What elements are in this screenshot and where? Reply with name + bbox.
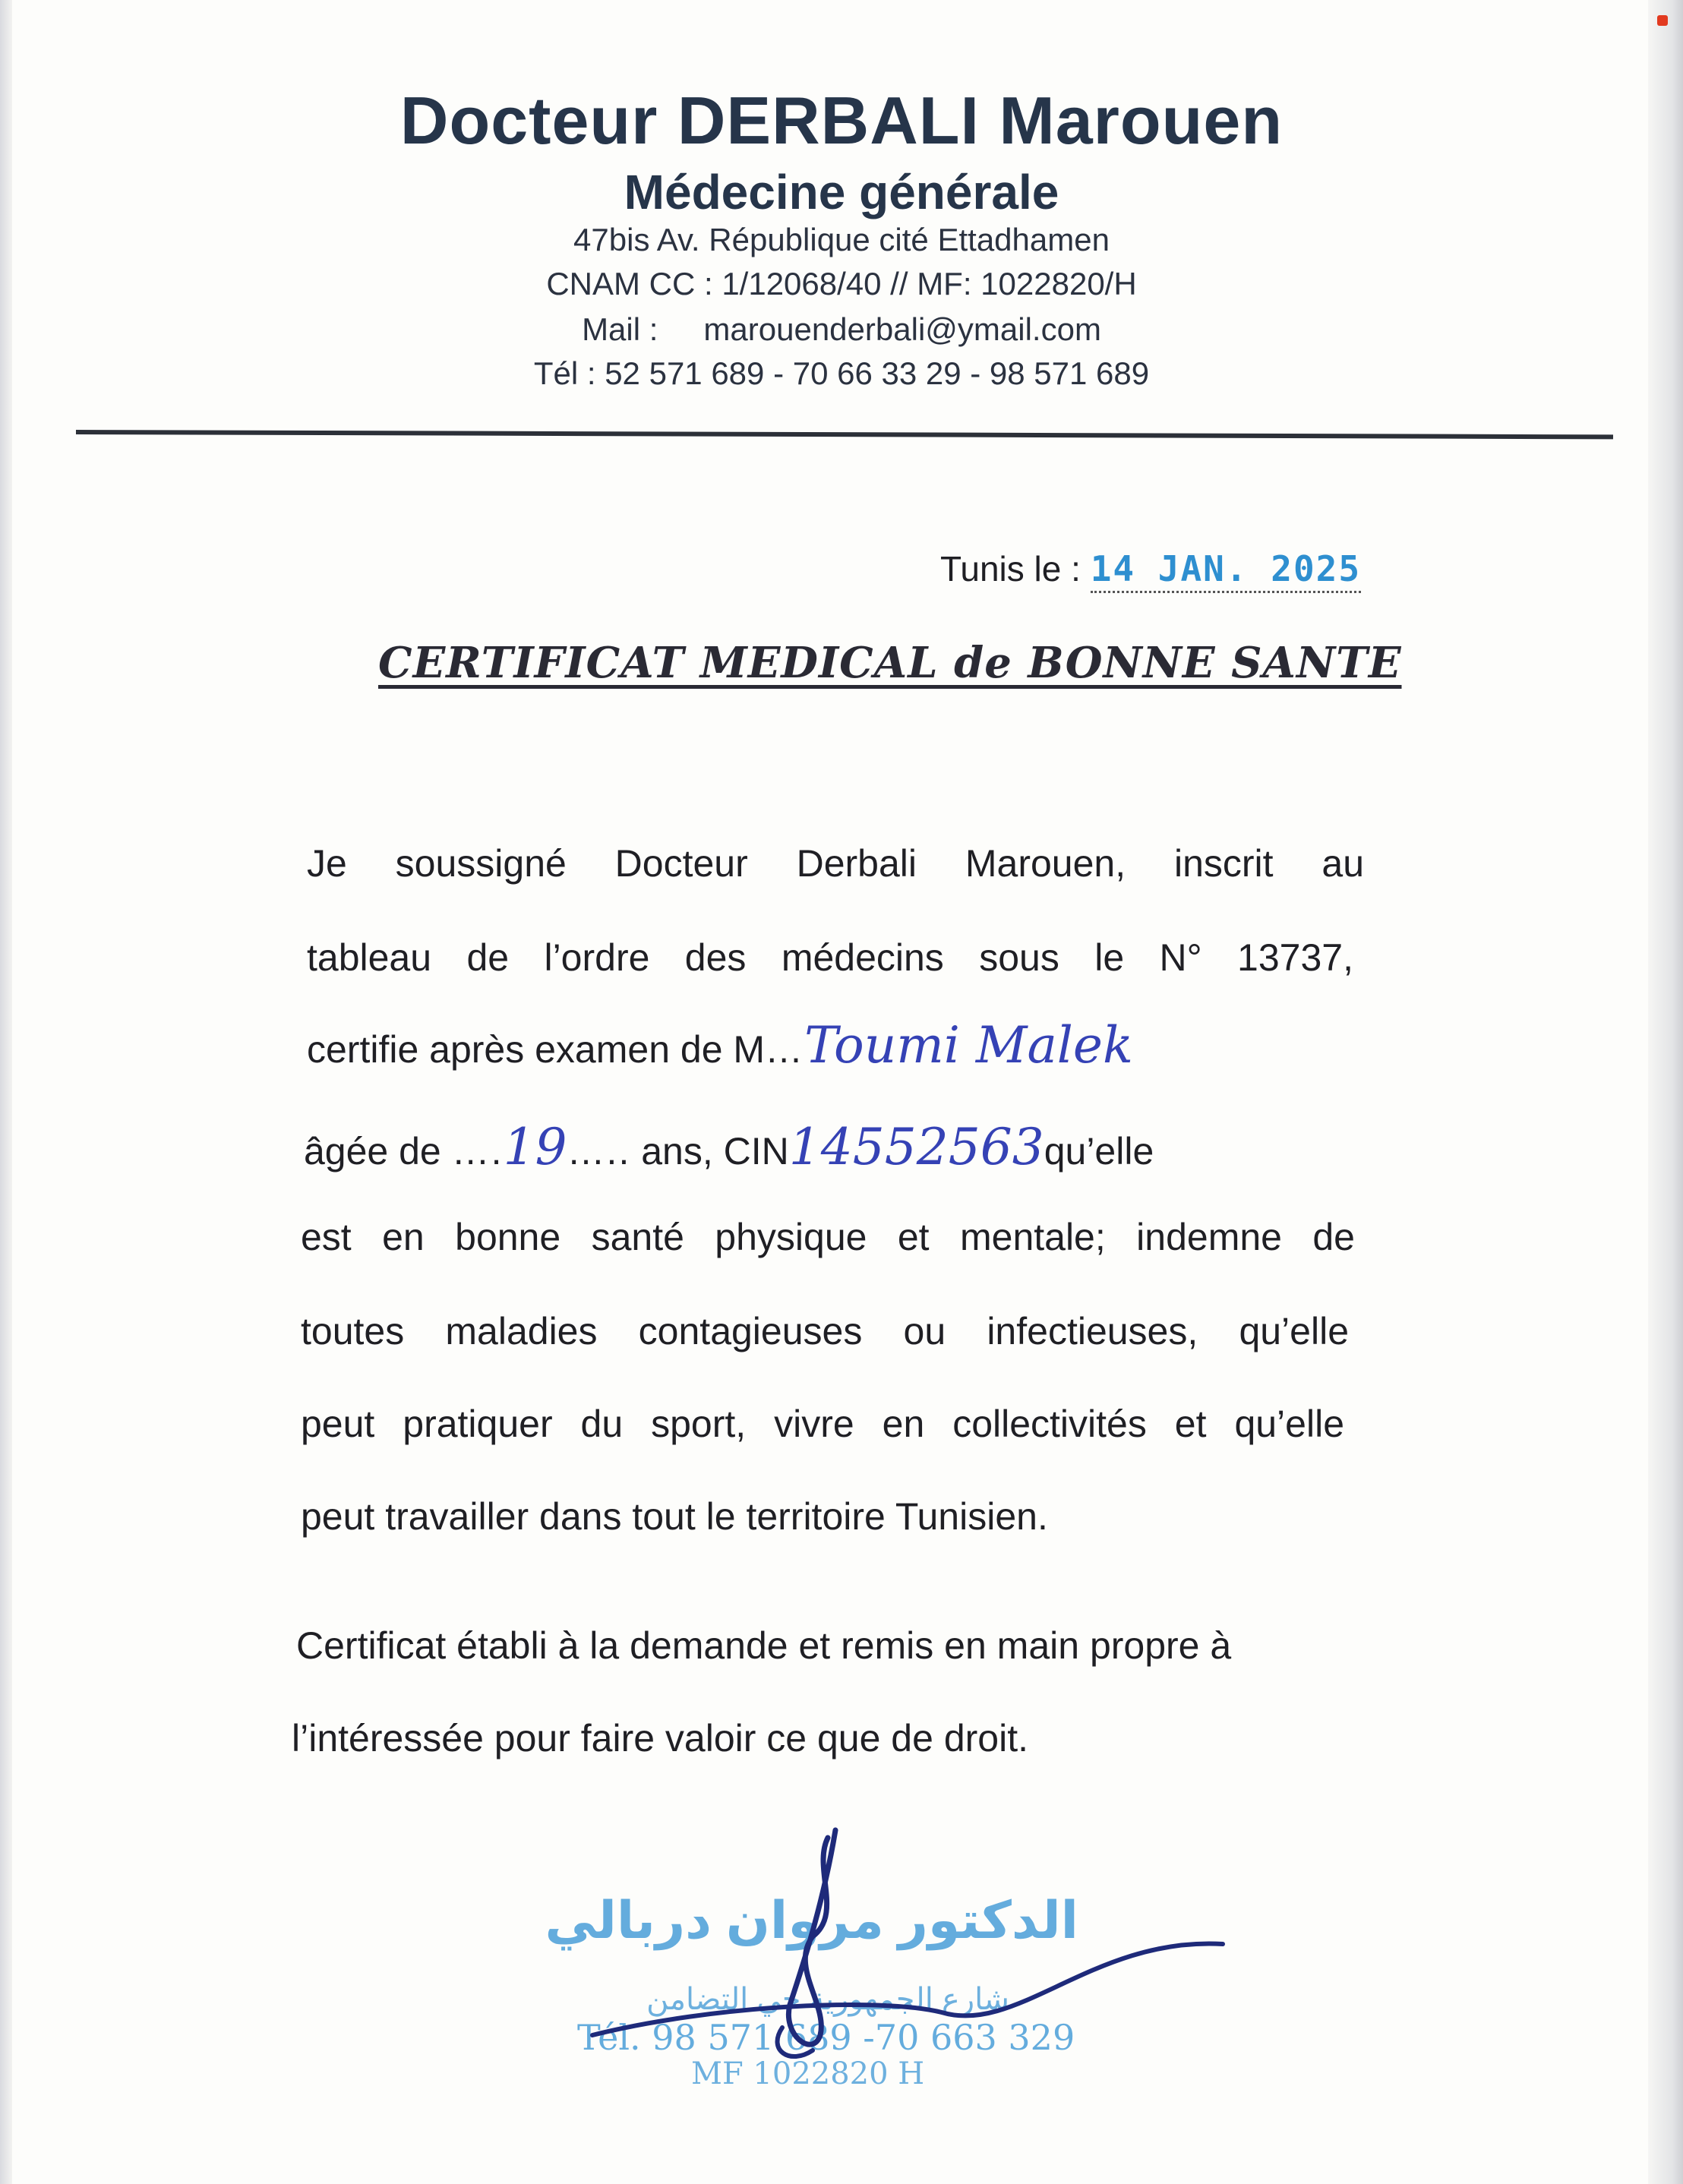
patient-cin: 14552563 (788, 1118, 1044, 1176)
patient-age: 19 (503, 1118, 567, 1176)
body-line-7: peut pratiquer du sport, vivre en collectivités et qu’elle (301, 1403, 1344, 1445)
body-line-6: toutes maladies contagieuses ou infectieuses, qu’elle (301, 1310, 1349, 1352)
body-line-3: certifie après examen de M…Toumi Malek (307, 1016, 1133, 1075)
body-line-1: Je soussigné Docteur Derbali Marouen, inscrit au (307, 842, 1364, 885)
certificate-title: CERTIFICAT MEDICAL de BONNE SANTE (378, 638, 1402, 688)
cin-label: ans, CIN (641, 1130, 789, 1172)
scan-mark (1657, 15, 1668, 26)
mail-line (0, 311, 1683, 348)
stamp-tel: Tél. 98 571 689 -70 663 329 (577, 2017, 1075, 2058)
date-line (940, 548, 1361, 589)
specialty: Médecine générale (624, 165, 1059, 219)
doctor-name: Docteur DERBALI Marouen (399, 83, 1284, 158)
body-line-5: est en bonne santé physique et mentale; indemne de (301, 1216, 1355, 1258)
body-line-8: peut travailler dans tout le territoire Tunisien. (301, 1495, 1048, 1538)
body-line-10: l’intéressée pour faire valoir ce que de droit. (292, 1717, 1028, 1760)
address: 47bis Av. République cité Ettadhamen (573, 222, 1110, 257)
age-prefix: âgée de (304, 1130, 441, 1172)
telephone: Tél : 52 571 689 - 70 66 33 29 - 98 571 689 (533, 355, 1150, 391)
stamp-mf: MF 1022820 H (691, 2056, 925, 2091)
mail-label: Mail : (582, 311, 658, 347)
patient-name: Toumi Malek (804, 1016, 1133, 1075)
body-line-4: âgée de ….19….. ans, CIN14552563qu’elle (304, 1118, 1154, 1176)
mail-value: marouenderbali@ymail.com (703, 311, 1101, 347)
date-label: Tunis le : (940, 549, 1081, 589)
cin-suffix: qu’elle (1044, 1130, 1154, 1172)
stamp-arabic-name: الدكتور مروان دربالي (545, 1892, 1078, 1949)
examine-prefix: certifie après examen de M (307, 1028, 766, 1071)
cnam-number: CNAM CC : 1/12068/40 // MF: 1022820/H (546, 266, 1137, 301)
body-line-9: Certificat établi à la demande et remis en main propre à (296, 1624, 1232, 1667)
header-divider (76, 430, 1613, 439)
date-stamp: 14 JAN. 2025 (1091, 548, 1361, 593)
stamp-arabic-address: شارع الجمهورية حي التضامن (646, 1983, 1009, 2016)
body-line-2: tableau de l’ordre des médecins sous le N° 13737, (307, 936, 1353, 979)
signature (545, 1807, 1246, 2126)
